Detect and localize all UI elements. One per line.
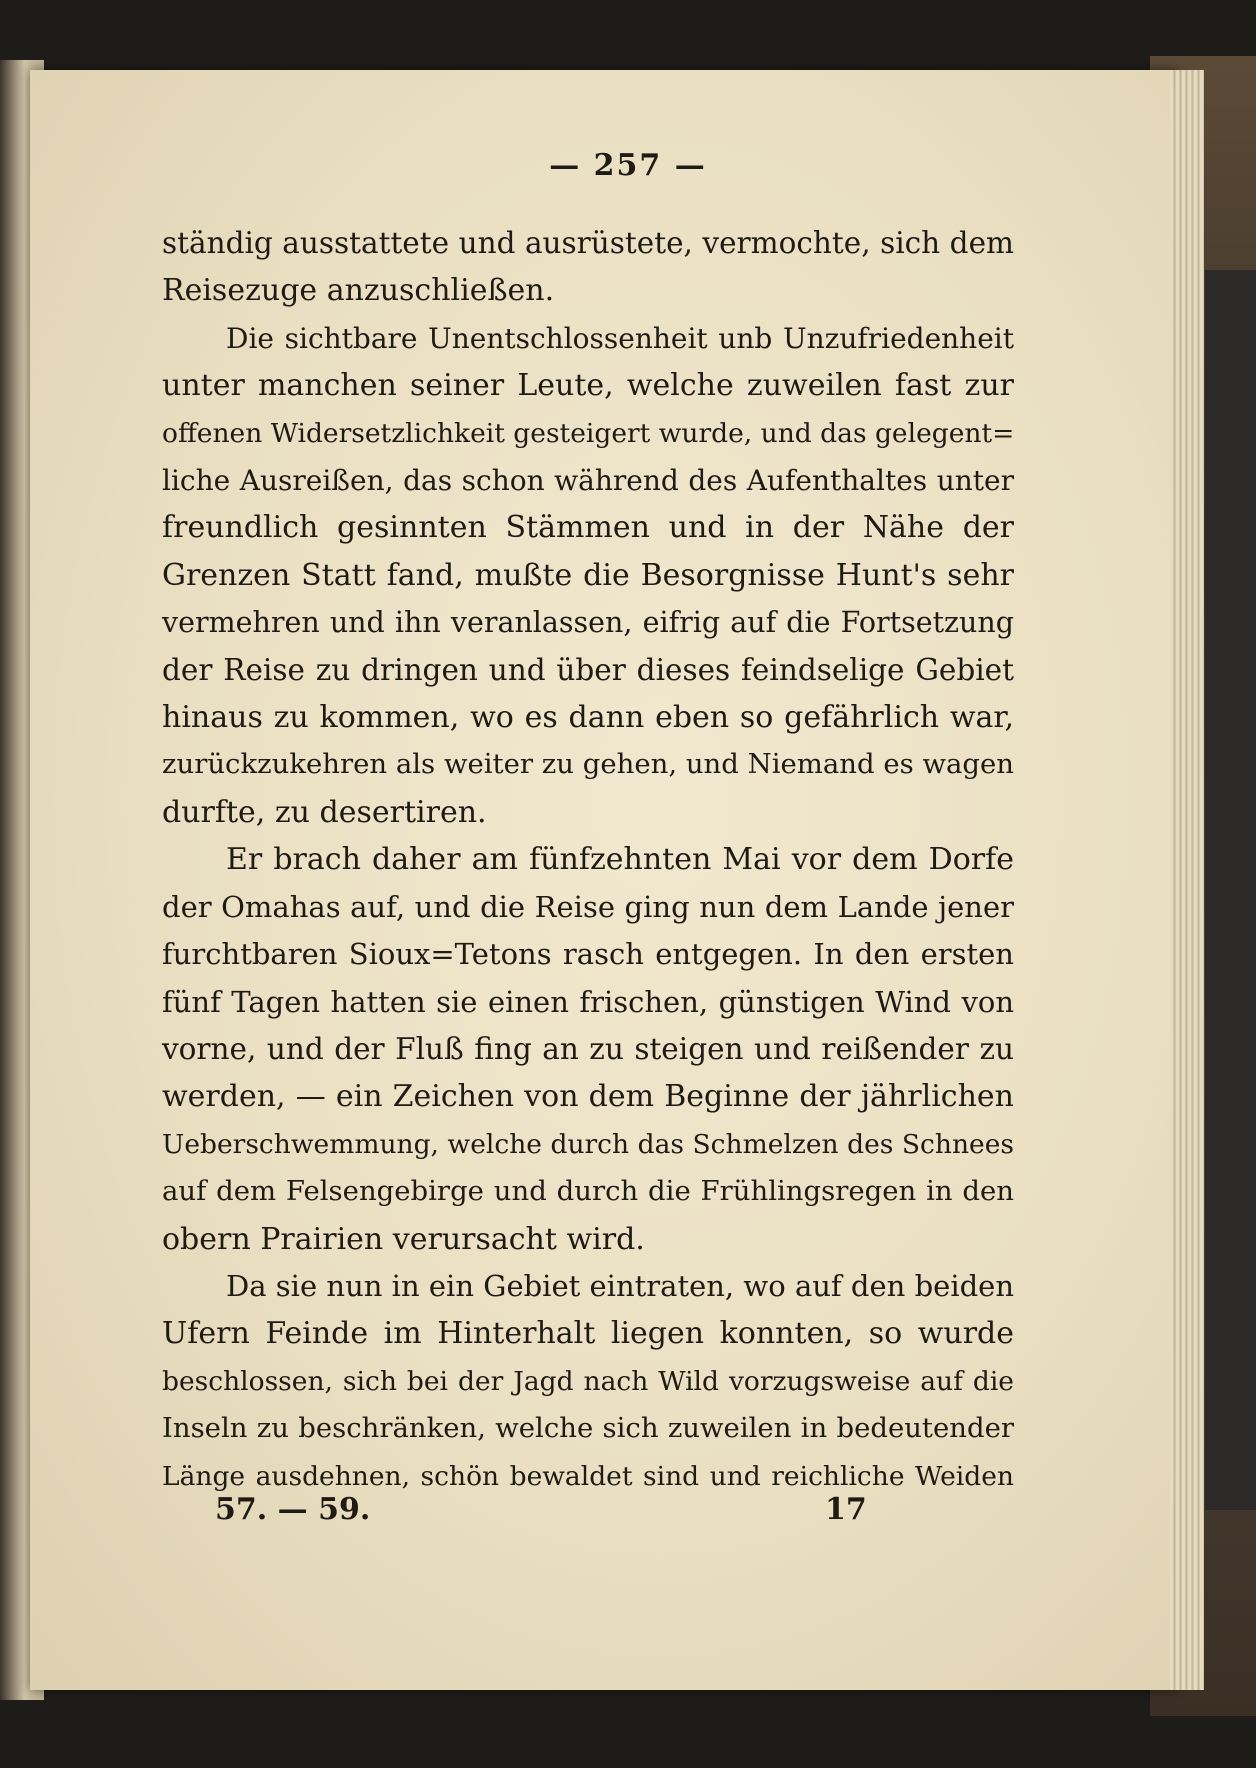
body-text	[162, 220, 1014, 1500]
text-line: der Reise zu dringen und über dieses feindselige Gebiet	[162, 652, 1014, 687]
cover-cloth-strip	[1205, 270, 1256, 1510]
text-line: werden, — ein Zeichen von dem Beginne der jährlichen	[162, 1079, 1014, 1115]
page-header: — 257 —	[549, 148, 707, 183]
text-line: furchtbaren Sioux=Tetons rasch entgegen. In den ersten	[162, 937, 1014, 972]
text-line: offenen Widersetzlichkeit gesteigert wurde, und das gelegent=	[162, 417, 1015, 449]
text-line: vermehren und ihn veranlassen, eifrig auf die Fortsetzung	[162, 606, 1014, 640]
text-line: zurückzukehren als weiter zu gehen, und Niemand es wagen	[162, 748, 1014, 781]
text-line: der Omahas auf, und die Reise ging nun dem Lande jener	[162, 889, 1014, 924]
text-line: Die sichtbare Unentschlossenheit unb Unzufriedenheit	[226, 321, 1014, 355]
text-line: beschlossen, sich bei der Jagd nach Wild vorzugsweise auf die	[162, 1365, 1014, 1397]
text-line: freundlich gesinnten Stämmen und in der Nähe der	[162, 510, 1014, 546]
text-line: Länge ausdehnen, schön bewaldet sind und reichliche Weiden	[162, 1460, 1014, 1492]
page-edges	[1170, 70, 1204, 1690]
text-line: Grenzen Statt fand, mußte die Besorgnisse Hunt's sehr	[162, 557, 1014, 593]
text-line: Reisezuge anzuschließen.	[162, 273, 555, 309]
text-line: ständig ausstattete und ausrüstete, vermochte, sich dem	[162, 226, 1014, 260]
text-line: auf dem Felsengebirge und durch die Frühlingsregen in den	[162, 1175, 1014, 1208]
signature-mark: 57. — 59.	[215, 1492, 371, 1527]
sheet-number: 17	[825, 1492, 867, 1527]
text-line: vorne, und der Fluß fing an zu steigen und reißender zu	[162, 1031, 1014, 1066]
text-line: Inseln zu beschränken, welche sich zuweilen in bedeutender	[162, 1412, 1014, 1445]
text-line: Da sie nun in ein Gebiet eintraten, wo auf den beiden	[226, 1268, 1014, 1303]
text-line: hinaus zu kommen, wo es dann eben so gefährlich war,	[162, 700, 1014, 736]
text-line: Ueberschwemmung, welche durch das Schmelzen des Schnees	[162, 1128, 1014, 1160]
text-line: liche Ausreißen, das schon während des Aufenthaltes unter	[162, 464, 1014, 498]
text-line: Er brach daher am fünfzehnten Mai vor dem Dorfe	[226, 842, 1014, 878]
text-line: obern Prairien verursacht wird.	[162, 1221, 645, 1257]
text-line: Ufern Feinde im Hinterhalt liegen konnten, so wurde	[162, 1316, 1014, 1352]
text-line: durfte, zu desertiren.	[162, 794, 487, 830]
text-line: unter manchen seiner Leute, welche zuweilen fast zur	[162, 368, 1014, 404]
text-line: fünf Tagen hatten sie einen frischen, günstigen Wind von	[162, 984, 1014, 1019]
